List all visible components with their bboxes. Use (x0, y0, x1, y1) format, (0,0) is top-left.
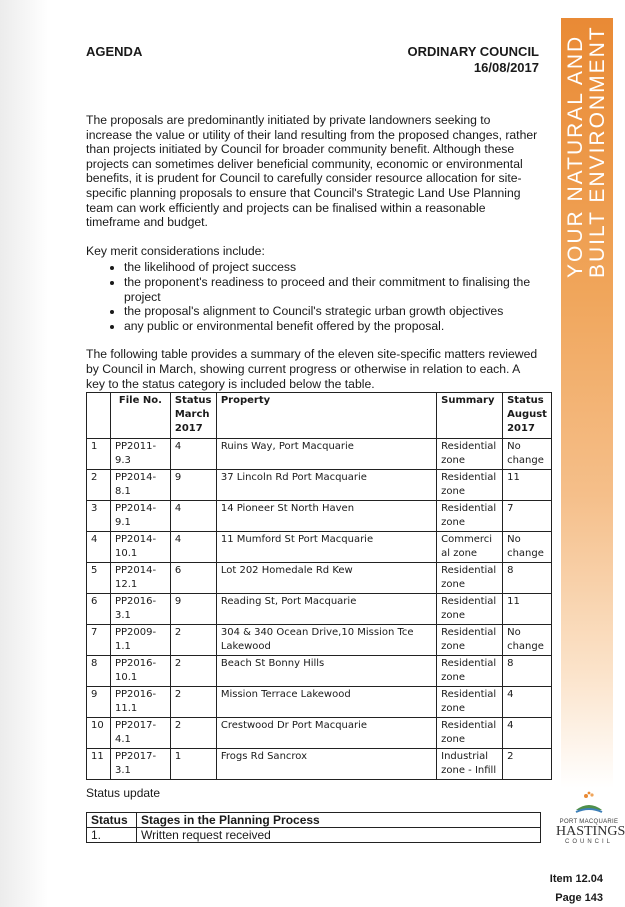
cell-status-august: No change (503, 532, 552, 563)
cell-num: 1 (87, 439, 111, 470)
table-row (87, 594, 552, 625)
banner-line-2: BUILT ENVIRONMENT (586, 25, 609, 278)
cell-status-march: 1 (170, 749, 216, 780)
cell-status-march: 2 (170, 625, 216, 656)
cell-status-march: 4 (170, 532, 216, 563)
cell-status-august: No change (503, 625, 552, 656)
banner-slogan (564, 25, 609, 278)
table-row (87, 656, 552, 687)
cell-file: PP2014-10.1 (110, 532, 170, 563)
cell-num: 9 (87, 687, 111, 718)
cell-num: 5 (87, 563, 111, 594)
banner-line-1: YOUR NATURAL AND (564, 34, 587, 278)
key-row (87, 828, 541, 843)
cell-status-august: 4 (503, 718, 552, 749)
logo-top-text: PORT MACQUARIE (559, 819, 619, 825)
cell-summary: Residential zone (437, 470, 503, 501)
header-meeting-title: ORDINARY COUNCIL (407, 44, 539, 59)
cell-file: PP2017-4.1 (110, 718, 170, 749)
table-row (87, 439, 552, 470)
cell-status-august: 11 (503, 594, 552, 625)
merit-item: • any public or environmental benefit offered by the proposal. (124, 319, 538, 334)
cell-property: Beach St Bonny Hills (216, 656, 436, 687)
key-status: 1. (87, 828, 137, 843)
cell-status-march: 2 (170, 687, 216, 718)
cell-property: Lot 202 Homedale Rd Kew (216, 563, 436, 594)
merit-intro: Key merit considerations include: (86, 243, 265, 258)
cell-status-august: 8 (503, 656, 552, 687)
col-header-property: Property (216, 393, 436, 439)
cell-summary: Residential zone (437, 656, 503, 687)
cell-status-august: 7 (503, 501, 552, 532)
cell-status-august: 4 (503, 687, 552, 718)
header-meeting (408, 44, 539, 76)
item-number: Item 12.04 (549, 873, 603, 885)
planning-proposals-table (86, 392, 552, 780)
table-row (87, 749, 552, 780)
header-meeting-date: 16/08/2017 (473, 60, 539, 75)
col-header-num (87, 393, 111, 439)
cell-status-march: 4 (170, 439, 216, 470)
table-row (87, 563, 552, 594)
key-stage: Written request received (137, 828, 541, 843)
cell-status-march: 4 (170, 501, 216, 532)
cell-property: Crestwood Dr Port Macquarie (216, 718, 436, 749)
logo-name-text: HASTINGS (556, 824, 625, 839)
cell-property: Ruins Way, Port Macquarie (216, 439, 436, 470)
cell-file: PP2017-3.1 (110, 749, 170, 780)
table-body (87, 439, 552, 780)
cell-status-march: 2 (170, 718, 216, 749)
table-row (87, 718, 552, 749)
status-update-label: Status update (86, 786, 161, 800)
cell-summary: Residential zone (437, 625, 503, 656)
body-text (86, 113, 538, 405)
cell-property: Frogs Rd Sancrox (216, 749, 436, 780)
paragraph-table-intro: The following table provides a summary of the eleven site-specific matters reviewed by Council in March, showing current progress or otherwise in relation to each. A key to the status category is included below the table. (86, 347, 538, 391)
status-key-table (86, 812, 541, 843)
table-row (87, 501, 552, 532)
page-number: Page 143 (555, 892, 603, 904)
cell-property: 11 Mumford St Port Macquarie (216, 532, 436, 563)
cell-property: 37 Lincoln Rd Port Macquarie (216, 470, 436, 501)
table-row (87, 687, 552, 718)
paragraph-proposals: The proposals are predominantly initiated by private landowners seeking to increase the value or utility of their land resulting from the proposed changes, rather than projects initiated by Council for broader community benefit. Although these projects can sometimes deliver beneficial community, economic or environmental benefits, it is prudent for Council to carefully consider resource allocation for site-specific planning proposals to ensure that Council's Strategic Land Use Planning team can work efficiently and projects can be finalised within a reasonable timeframe and budget. (86, 113, 538, 230)
cell-file: PP2016-10.1 (110, 656, 170, 687)
cell-summary: Residential zone (437, 687, 503, 718)
merit-list (86, 260, 538, 333)
cell-property: Mission Terrace Lakewood (216, 687, 436, 718)
key-header-stage: Stages in the Planning Process (137, 813, 541, 828)
header-agenda: AGENDA (86, 44, 143, 59)
scan-edge-shadow (0, 0, 48, 907)
table-row (87, 470, 552, 501)
cell-num: 3 (87, 501, 111, 532)
cell-summary: Residential zone (437, 563, 503, 594)
cell-status-august: 11 (503, 470, 552, 501)
cell-property: Reading St, Port Macquarie (216, 594, 436, 625)
table-row (87, 532, 552, 563)
cell-file: PP2014-12.1 (110, 563, 170, 594)
logo-emblem-icon (574, 790, 604, 814)
cell-property: 304 & 340 Ocean Drive,10 Mission Tce Lakewood (216, 625, 436, 656)
merit-item: • the proponent's readiness to proceed and their commitment to finalising the project (124, 275, 538, 304)
logo-sub-text: COUNCIL (564, 839, 613, 845)
cell-file: PP2016-3.1 (110, 594, 170, 625)
col-header-status-august: Status August 2017 (503, 393, 552, 439)
merit-item: • the proposal's alignment to Council's strategic urban growth objectives (124, 304, 538, 319)
cell-property: 14 Pioneer St North Haven (216, 501, 436, 532)
cell-summary: Industrial zone - Infill (437, 749, 503, 780)
cell-num: 6 (87, 594, 111, 625)
cell-status-august: 2 (503, 749, 552, 780)
cell-summary: Residential zone (437, 718, 503, 749)
cell-num: 2 (87, 470, 111, 501)
col-header-summary: Summary (437, 393, 503, 439)
side-banner (561, 18, 613, 788)
cell-num: 4 (87, 532, 111, 563)
cell-file: PP2014-9.1 (110, 501, 170, 532)
cell-status-march: 6 (170, 563, 216, 594)
cell-status-march: 9 (170, 594, 216, 625)
table-row (87, 625, 552, 656)
cell-status-august: 8 (503, 563, 552, 594)
cell-summary: Commerci al zone (437, 532, 503, 563)
table-header-row (87, 393, 552, 439)
council-logo (556, 790, 625, 845)
col-header-file: File No. (110, 393, 170, 439)
cell-file: PP2011-9.3 (110, 439, 170, 470)
cell-status-march: 9 (170, 470, 216, 501)
cell-num: 8 (87, 656, 111, 687)
key-header-row (87, 813, 541, 828)
merit-item: • the likelihood of project success (124, 260, 538, 275)
cell-file: PP2014-8.1 (110, 470, 170, 501)
cell-summary: Residential zone (437, 501, 503, 532)
cell-file: PP2016-11.1 (110, 687, 170, 718)
cell-num: 10 (87, 718, 111, 749)
cell-status-august: No change (503, 439, 552, 470)
cell-file: PP2009-1.1 (110, 625, 170, 656)
key-header-status: Status (87, 813, 137, 828)
cell-status-march: 2 (170, 656, 216, 687)
cell-summary: Residential zone (437, 439, 503, 470)
cell-summary: Residential zone (437, 594, 503, 625)
cell-num: 11 (87, 749, 111, 780)
cell-num: 7 (87, 625, 111, 656)
col-header-status-march: Status March 2017 (170, 393, 216, 439)
